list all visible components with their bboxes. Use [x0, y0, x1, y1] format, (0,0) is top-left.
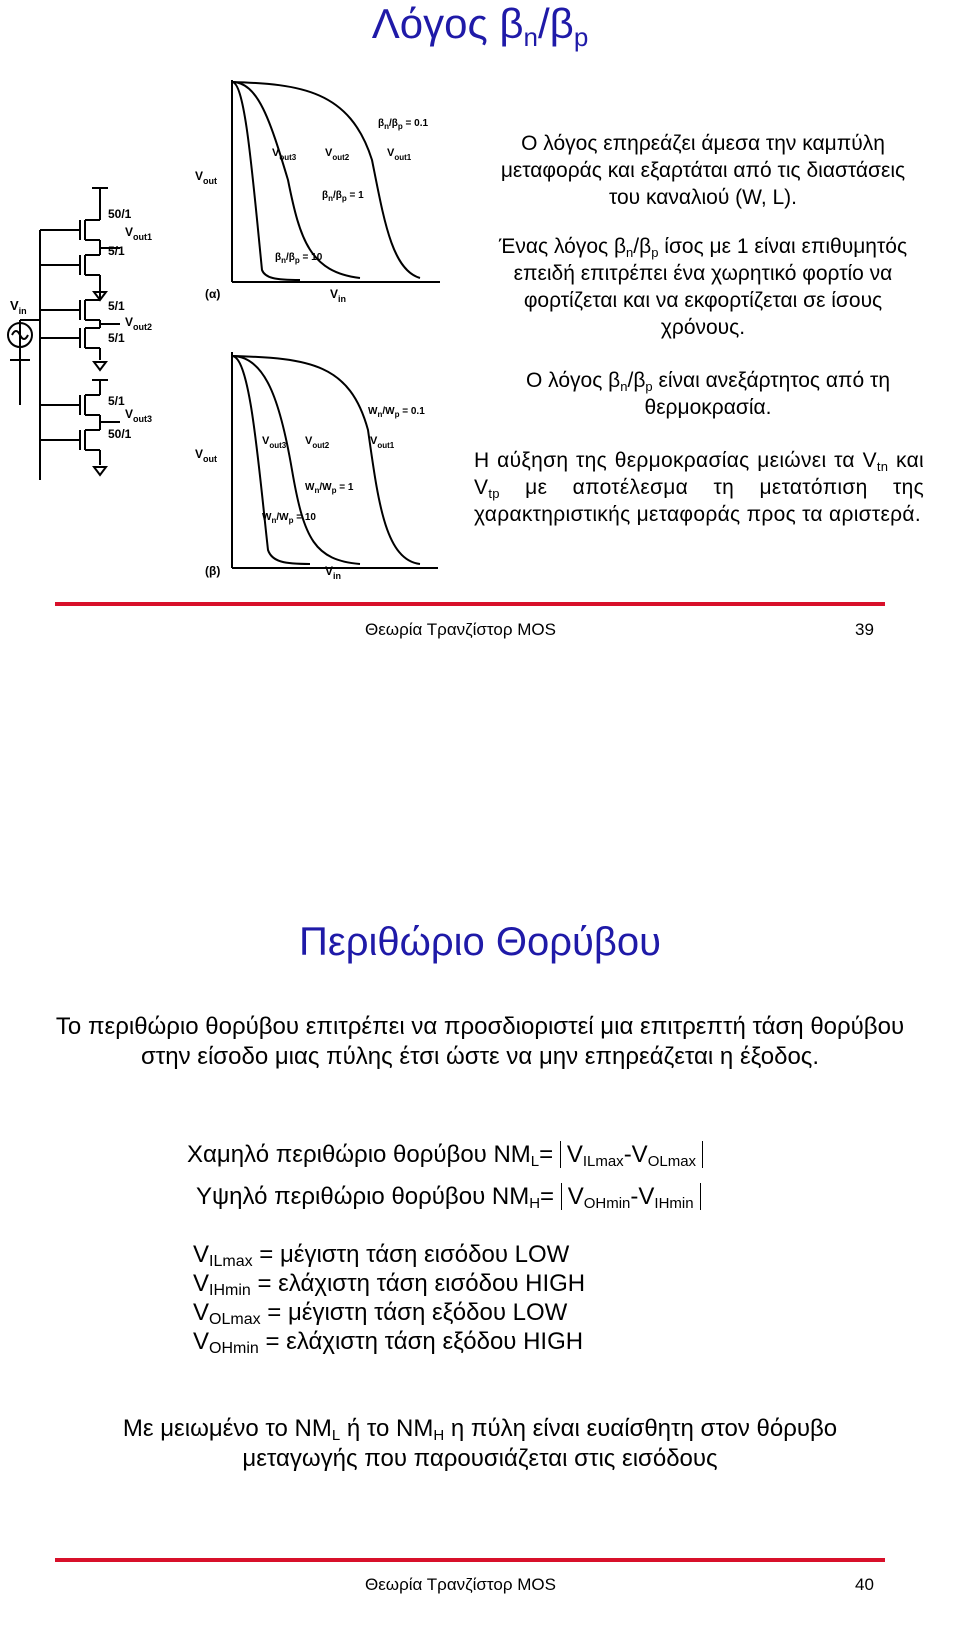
svg-text:5/1: 5/1 — [108, 394, 125, 408]
page-number: 39 — [855, 620, 874, 639]
nmh-formula: Υψηλό περιθώριο θορύβου $NM_H= V_{OHmin}-V_{IHmin}$ — [196, 1182, 701, 1212]
svg-text:Vout3: $V_{out3}$ — [125, 407, 153, 424]
paragraph-temperature-shift: Η αύξηση της θερμοκρασίας μειώνει τα $V_{tn}$ και $V_{tp}$ με αποτέλεσμα τη μετατόπιση της χαρακτηριστικής μεταφοράς προς τα αριστερά. — [474, 449, 924, 526]
page-number-2: 40 — [855, 1575, 874, 1594]
svg-text:βn/βp = 0.1: $\beta_n/\beta_p = 0.1$ — [378, 118, 429, 131]
paragraph-temperature-independent: Ο λόγος $\beta_n/\beta_p$ είναι ανεξάρτητος από τη θερμοκρασία. — [526, 369, 890, 419]
svg-text:Vout1: $V_{out1}$ — [125, 225, 153, 242]
svg-text:5/1: 5/1 — [108, 331, 125, 345]
svg-text:Wn/Wp = 10: $W_n/W_p = 10$ — [262, 512, 316, 525]
noise-margin-intro: Το περιθώριο θορύβου επιτρέπει να προσδιοριστεί μια επιτρεπτή τάση θορύβου στην είσοδο μιας πύλης έτσι ώστε να μην επηρεάζεται η έξοδος. — [55, 1013, 905, 1070]
transfer-curve-figure — [0, 70, 470, 600]
svg-text:βn/βp = 1: $\beta_n/\beta_p = 1$ — [322, 190, 364, 203]
svg-text:Vout3: $V_{out3}$ — [272, 147, 297, 162]
svg-text:Vout2: $V_{out2}$ — [305, 435, 330, 450]
svg-text:Vout2: $V_{out2}$ — [125, 315, 153, 332]
svg-text:βn/βp = 10: $\beta_n/\beta_p = 10$ — [275, 252, 323, 265]
definition-vohmin: $V_{OHmin} = \varepsilon\lambda ά\chi\iota\sigma\tau\eta$ τάση εξόδου HIGH — [193, 1328, 584, 1357]
svg-text:Wn/Wp = 0.1: $W_n/W_p = 0.1$ — [368, 406, 425, 419]
svg-text:Vout: $V_{out}$ — [195, 169, 218, 186]
graph-b — [232, 352, 438, 568]
svg-text:5/1: 5/1 — [108, 244, 125, 258]
svg-text:Vout1: $V_{out1}$ — [387, 147, 412, 162]
paragraph-ratio-one: Ένας λόγος $\beta_n/\beta_p$ ίσος με 1 είναι επιθυμητός επειδή επιτρέπει ένα χωρητικό φορτίο να φορτίζεται και να εκφορτίζεται σε ίσους χρόνους. — [498, 235, 908, 339]
footer-title-2: Θεωρία Τρανζίστορ MOS — [365, 1575, 556, 1594]
definition-vilmax: $V_{ILmax} = \mu έ\gamma\iota\sigma\tau\eta$ τάση εισόδου LOW — [193, 1241, 570, 1270]
conclusion-text: Με μειωμένο το $NM_L$ ή το $NM_H$ η πύλη είναι ευαίσθητη στον θόρυβο μεταγωγής που παρουσιάζεται στις εισόδους — [122, 1415, 838, 1472]
slide40-title: Περιθώριο Θορύβου — [299, 920, 661, 964]
svg-text:(β): (β) — [205, 564, 221, 578]
definition-vihmin: $V_{IHmin} = \varepsilon\lambda ά\chi\iota\sigma\tau\eta$ τάση εισόδου HIGH — [193, 1270, 586, 1299]
svg-text:Wn/Wp = 1: $W_n/W_p = 1$ — [305, 482, 354, 495]
paragraph-ratio-effect: Ο λόγος επηρεάζει άμεσα την καμπύλη μεταφοράς και εξαρτάται από τις διαστάσεις του καναλιού (W, L). — [500, 132, 906, 209]
svg-text:Vin: $V_{in}$ — [325, 564, 342, 581]
footer-title: Θεωρία Τρανζίστορ MOS — [365, 620, 556, 639]
svg-text:Vin: $V_{in}$ — [10, 298, 27, 316]
nml-formula: Χαμηλό περιθώριο θορύβου $NM_L= V_{ILmax}-V_{OLmax}$ — [187, 1140, 703, 1170]
footer-divider — [55, 602, 885, 606]
voltage-definitions — [193, 1240, 585, 1356]
svg-text:5/1: 5/1 — [108, 299, 125, 313]
slide39-title: Λόγος $\beta_n/\beta_p$ — [371, 0, 589, 52]
svg-text:Vout: $V_{out}$ — [195, 447, 218, 464]
svg-text:Vout1: $V_{out1}$ — [370, 435, 395, 450]
title-sub-n: n — [523, 22, 538, 52]
graph-a — [232, 80, 440, 282]
footer-divider-2 — [55, 1558, 885, 1562]
svg-text:50/1: 50/1 — [108, 427, 132, 441]
definition-volmax: $V_{OLmax} = \mu έ\gamma\iota\sigma\tau\eta$ τάση εξόδου LOW — [193, 1299, 568, 1328]
svg-text:(α): (α) — [205, 287, 221, 301]
svg-text:Vin: $V_{in}$ — [330, 287, 347, 304]
svg-text:Vout3: $V_{out3}$ — [262, 435, 287, 450]
svg-text:50/1: 50/1 — [108, 207, 132, 221]
title-sub-p: p — [573, 22, 589, 52]
svg-text:Vout2: $V_{out2}$ — [325, 147, 350, 162]
